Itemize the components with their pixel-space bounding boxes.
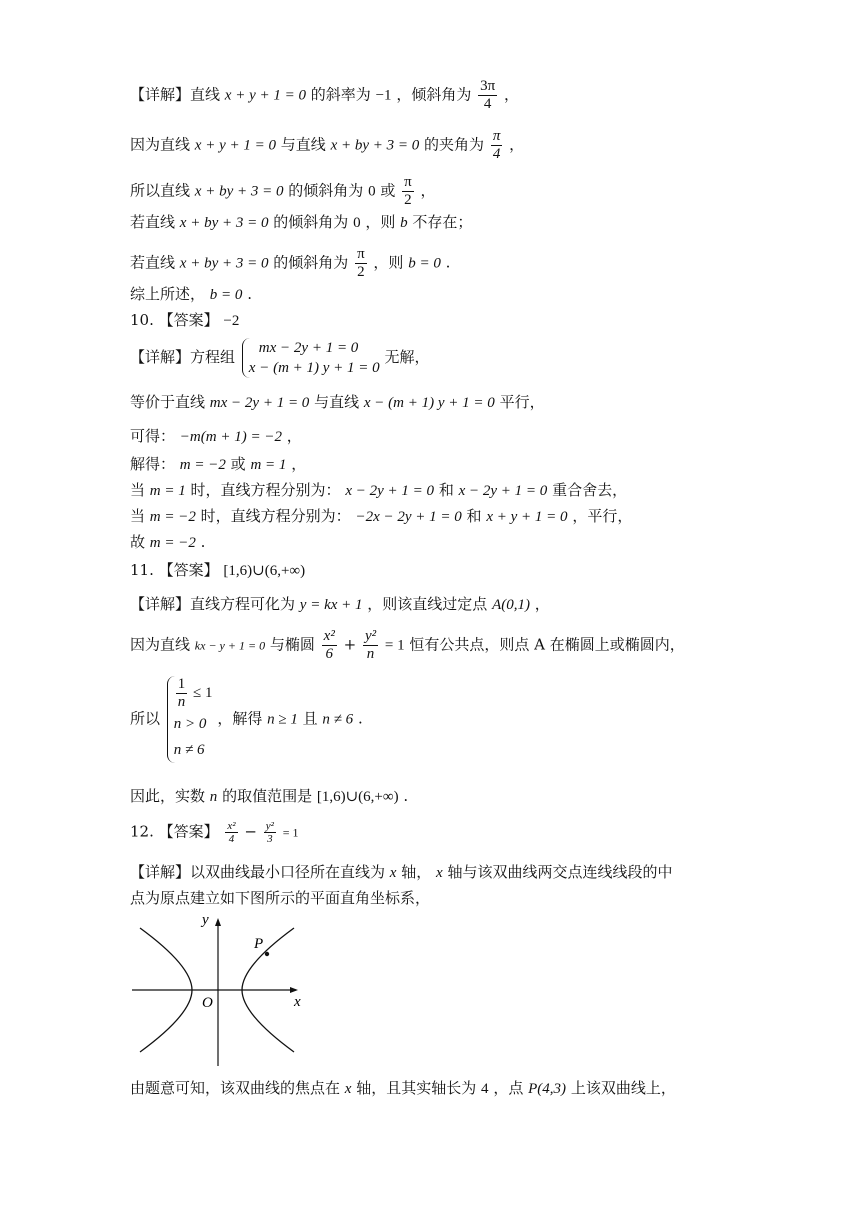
answer-12 <box>130 820 298 845</box>
punct: . <box>445 253 451 272</box>
point-p-label: P <box>254 936 264 952</box>
text: 与直线 <box>314 393 360 411</box>
x-axis-arrow <box>290 987 298 993</box>
solution-line-5 <box>130 246 450 281</box>
text: ，平行， <box>572 507 633 525</box>
fraction: $\frac{\text{x²}}{4}$ <box>227 820 236 845</box>
answer-label: 10. 【答案】 <box>130 311 219 329</box>
system-ineq-2: n > 0 <box>173 716 207 732</box>
punct: ， <box>291 455 307 473</box>
text: 与直线 <box>280 135 326 154</box>
text: 轴与该双曲线两交点连线线段的中 <box>447 863 673 881</box>
solution-line-1 <box>130 78 519 113</box>
x-axis-label: x <box>294 994 301 1010</box>
fraction: $\frac{\pi}{2}$ <box>357 246 365 280</box>
equation: x + y + 1 = 0 <box>486 509 568 525</box>
text: ，则 <box>365 213 396 231</box>
fraction: $\frac{3\pi}{4}$ <box>480 78 496 112</box>
variable: x <box>344 1081 352 1097</box>
solution-line-14 <box>130 594 550 615</box>
equation: x + by + 3 = 0 <box>194 183 284 200</box>
text: 无解， <box>384 348 430 366</box>
equation: = 1 <box>384 637 405 654</box>
equation: x + by + 3 = 0 <box>179 255 269 272</box>
value: 0 <box>368 183 376 200</box>
text: 的取值范围是 <box>222 787 313 805</box>
equation: m = 1 <box>149 483 186 499</box>
equation: = 1 <box>282 825 299 840</box>
solution-line-20 <box>130 1078 676 1099</box>
text: 【详解】以双曲线最小口径所在直线为 <box>130 863 386 881</box>
text: 上该双曲线上， <box>570 1079 676 1097</box>
punct: ， <box>509 135 525 154</box>
variable: n <box>209 789 218 805</box>
punct: . <box>357 709 363 728</box>
text: 所以直线 <box>130 181 191 200</box>
value: 0 <box>353 215 361 231</box>
equation: −2x − 2y + 1 = 0 <box>355 509 462 525</box>
text: 恒有公共点，则点 A 在椭圆上或椭圆内， <box>409 635 685 654</box>
text: 的倾斜角为 <box>273 253 349 272</box>
y-axis-label: y <box>202 912 209 928</box>
text: 且 <box>302 709 318 728</box>
equation: m = −2 <box>149 509 196 525</box>
punct: ， <box>503 85 519 104</box>
interval: [1,6)∪(6,+∞) <box>316 789 399 805</box>
text: 所以 <box>130 709 161 728</box>
punct: . <box>247 285 252 303</box>
solution-line-17 <box>130 786 408 807</box>
equation: x − 2y + 1 = 0 <box>345 483 435 499</box>
text: 的倾斜角为 <box>288 181 364 200</box>
fraction: $\frac{\text{x²}}{6}$ <box>323 628 335 662</box>
text: 故 <box>130 533 146 551</box>
equation: y = kx + 1 <box>299 597 363 613</box>
text: ，解得 <box>217 709 263 728</box>
solution-line-2 <box>130 128 524 163</box>
text: 的夹角为 <box>424 135 485 154</box>
variable: b <box>400 215 408 231</box>
fraction: $\frac{\text{y²}}{n}$ <box>364 628 377 662</box>
equation: mx − 2y + 1 = 0 <box>209 395 310 411</box>
text: 当 <box>130 481 146 499</box>
solution-line-10 <box>130 454 306 475</box>
text: 和 <box>438 481 454 499</box>
text: 不存在； <box>412 213 473 231</box>
equation: b = 0 <box>209 287 243 303</box>
point-p <box>265 952 269 956</box>
text: 平行， <box>499 393 545 411</box>
text: 若直线 <box>130 213 176 231</box>
text: ，则该直线过定点 <box>367 595 488 613</box>
value: 4 <box>481 1081 489 1097</box>
text: 轴， <box>401 863 432 881</box>
equation: m = −2 <box>149 535 196 551</box>
solution-line-9 <box>130 426 302 447</box>
operator: − <box>244 822 257 841</box>
equation: m = −2 <box>179 457 226 473</box>
system-ineq-1: $\frac{1}{n}$ ≤ 1 <box>177 676 213 710</box>
system-eq-1: mx − 2y + 1 = 0 <box>258 340 359 356</box>
text: 等价于直线 <box>130 393 206 411</box>
text: 可得： <box>130 427 176 445</box>
text: 因为直线 <box>130 635 191 654</box>
solution-line-19 <box>130 888 430 908</box>
text: 的斜率为 <box>310 85 371 104</box>
text: 因此，实数 <box>130 787 206 805</box>
variable: x <box>436 865 443 881</box>
punct: . <box>200 533 206 551</box>
equation: x + y + 1 = 0 <box>224 87 306 104</box>
point: A(0,1) <box>492 597 530 613</box>
point: P(4,3) <box>528 1081 567 1097</box>
y-axis-arrow <box>215 918 221 926</box>
equation: x + y + 1 = 0 <box>194 137 276 154</box>
text: 由题意可知，该双曲线的焦点在 <box>130 1079 341 1097</box>
solution-line-8 <box>130 392 545 413</box>
solution-line-6 <box>130 284 252 305</box>
solution-line-15 <box>130 628 685 663</box>
punct: ， <box>286 427 302 445</box>
equation-system <box>242 338 380 378</box>
inequality-system <box>167 676 213 763</box>
text: ，倾斜角为 <box>396 85 472 104</box>
punct: ， <box>534 595 550 613</box>
solution-line-16 <box>130 676 363 763</box>
equation: x + by + 3 = 0 <box>179 215 269 231</box>
equation: x − 2y + 1 = 0 <box>458 483 548 499</box>
answer-value: [1,6)∪(6,+∞) <box>223 563 306 579</box>
text: 时，直线方程分别为： <box>200 507 351 525</box>
hyperbola-graph <box>128 910 308 1068</box>
fraction: $\frac{\pi}{2}$ <box>404 174 412 208</box>
text: 轴，且其实轴长为 <box>356 1079 477 1097</box>
solution-line-12 <box>130 506 632 527</box>
operator: + <box>343 635 357 654</box>
text: 若直线 <box>130 253 176 272</box>
text: 综上所述， <box>130 285 206 303</box>
equation: m = 1 <box>250 457 287 473</box>
answer-11 <box>130 560 305 581</box>
punct: ， <box>420 181 436 200</box>
answer-label: 12. 【答案】 <box>130 822 219 841</box>
inequality: n ≠ 6 <box>322 711 354 728</box>
equation: −m(m + 1) = −2 <box>179 429 282 445</box>
solution-line-3 <box>130 174 436 209</box>
text: 与椭圆 <box>269 635 315 654</box>
text: 和 <box>466 507 482 525</box>
solution-line-4 <box>130 212 472 233</box>
answer-value: −2 <box>223 313 240 329</box>
answer-label: 11. 【答案】 <box>130 561 219 579</box>
equation: x − (m + 1) y + 1 = 0 <box>363 395 495 411</box>
text: 的倾斜角为 <box>273 213 349 231</box>
fraction: $\frac{\pi}{4}$ <box>492 128 501 162</box>
fraction: $\frac{\text{y²}}{3}$ <box>265 820 274 845</box>
origin-label: O <box>202 995 213 1011</box>
text: 点为原点建立如下图所示的平面直角坐标系， <box>130 889 431 907</box>
system-ineq-3: n ≠ 6 <box>173 742 205 758</box>
text: 解得： <box>130 455 176 473</box>
solution-line-7 <box>130 338 429 378</box>
variable: x <box>389 865 397 881</box>
equation: b = 0 <box>408 255 441 272</box>
inequality: n ≥ 1 <box>267 711 298 728</box>
system-eq-2: x − (m + 1) y + 1 = 0 <box>248 360 380 376</box>
answer-10 <box>130 310 239 331</box>
value: −1 <box>375 87 392 104</box>
text: 【详解】直线方程可化为 <box>130 595 296 613</box>
text: 【详解】直线 <box>130 85 221 104</box>
solution-line-18 <box>130 862 673 883</box>
text: 或 <box>230 455 246 473</box>
text: 因为直线 <box>130 135 191 154</box>
fraction: $\frac{1}{n}$ <box>177 676 186 710</box>
text: 【详解】方程组 <box>130 348 236 366</box>
text: 或 <box>380 181 396 200</box>
solution-line-13 <box>130 532 205 553</box>
text: 当 <box>130 507 146 525</box>
solution-line-11 <box>130 480 627 501</box>
text: 重合舍去， <box>552 481 628 499</box>
text: ，点 <box>493 1079 524 1097</box>
text: ，则 <box>373 253 404 272</box>
text: 时，直线方程分别为： <box>190 481 341 499</box>
equation: x + by + 3 = 0 <box>330 137 420 154</box>
punct: . <box>403 787 409 805</box>
equation: kx − y + 1 = 0 <box>194 638 266 653</box>
